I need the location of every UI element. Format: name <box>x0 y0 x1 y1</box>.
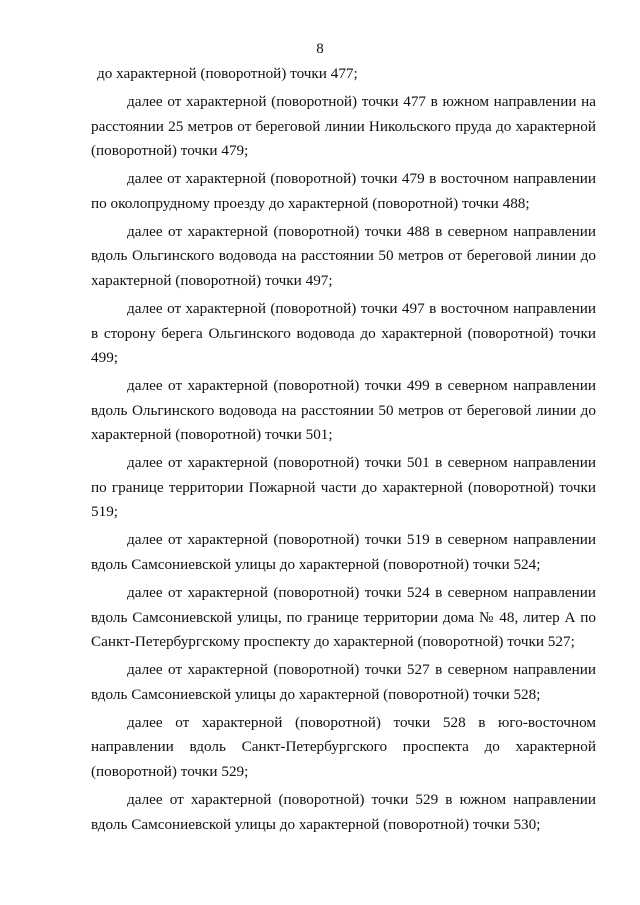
paragraph-3: далее от характерной (поворотной) точки 479 в восточном направлении по околопрудному проезду до характерной (поворотной) точки 488; <box>91 170 596 212</box>
paragraph-4: далее от характерной (поворотной) точки 488 в северном направлении вдоль Ольгинского водовода на расстоянии 50 метров от береговой линии до характерной (поворотной) точки 497; <box>91 222 596 289</box>
paragraph-11: далее от характерной (поворотной) точки 528 в юго-восточном направлении вдоль Санкт-Петербургского проспекта до характерной (поворотной) точки 529; <box>91 713 596 780</box>
paragraph-9: далее от характерной (поворотной) точки 524 в северном направлении вдоль Самсониевской улицы, по границе территории дома № 48, литер А по Санкт-Петербургскому проспекту до характерной (поворотной) точки 527; <box>91 584 596 651</box>
paragraph-5: далее от характерной (поворотной) точки 497 в восточном направлении в сторону берега Ольгинского водовода до характерной (поворотной) точки 499; <box>91 299 596 367</box>
paragraph-10: далее от характерной (поворотной) точки 527 в северном направлении вдоль Самсониевской улицы до характерной (поворотной) точки 528; <box>91 661 596 703</box>
paragraph-12: далее от характерной (поворотной) точки 529 в южном направлении вдоль Самсониевской улицы до характерной (поворотной) точки 530; <box>91 790 596 833</box>
paragraph-1: до характерной (поворотной) точки 477; <box>97 65 358 82</box>
paragraph-7: далее от характерной (поворотной) точки 501 в северном направлении по границе территории Пожарной части до характерной (поворотной) точки 519; <box>91 454 596 521</box>
paragraph-6: далее от характерной (поворотной) точки 499 в северном направлении вдоль Ольгинского водовода на расстоянии 50 метров от береговой линии до характерной (поворотной) точки 501; <box>91 377 596 444</box>
paragraph-2: далее от характерной (поворотной) точки 477 в южном направлении на расстоянии 25 метров от береговой линии Никольского пруда до характерной (поворотной) точки 479; <box>91 92 596 160</box>
document-body <box>91 62 596 841</box>
paragraph-8: далее от характерной (поворотной) точки 519 в северном направлении вдоль Самсониевской улицы до характерной (поворотной) точки 524; <box>91 531 596 574</box>
page-number: 8 <box>316 41 324 57</box>
